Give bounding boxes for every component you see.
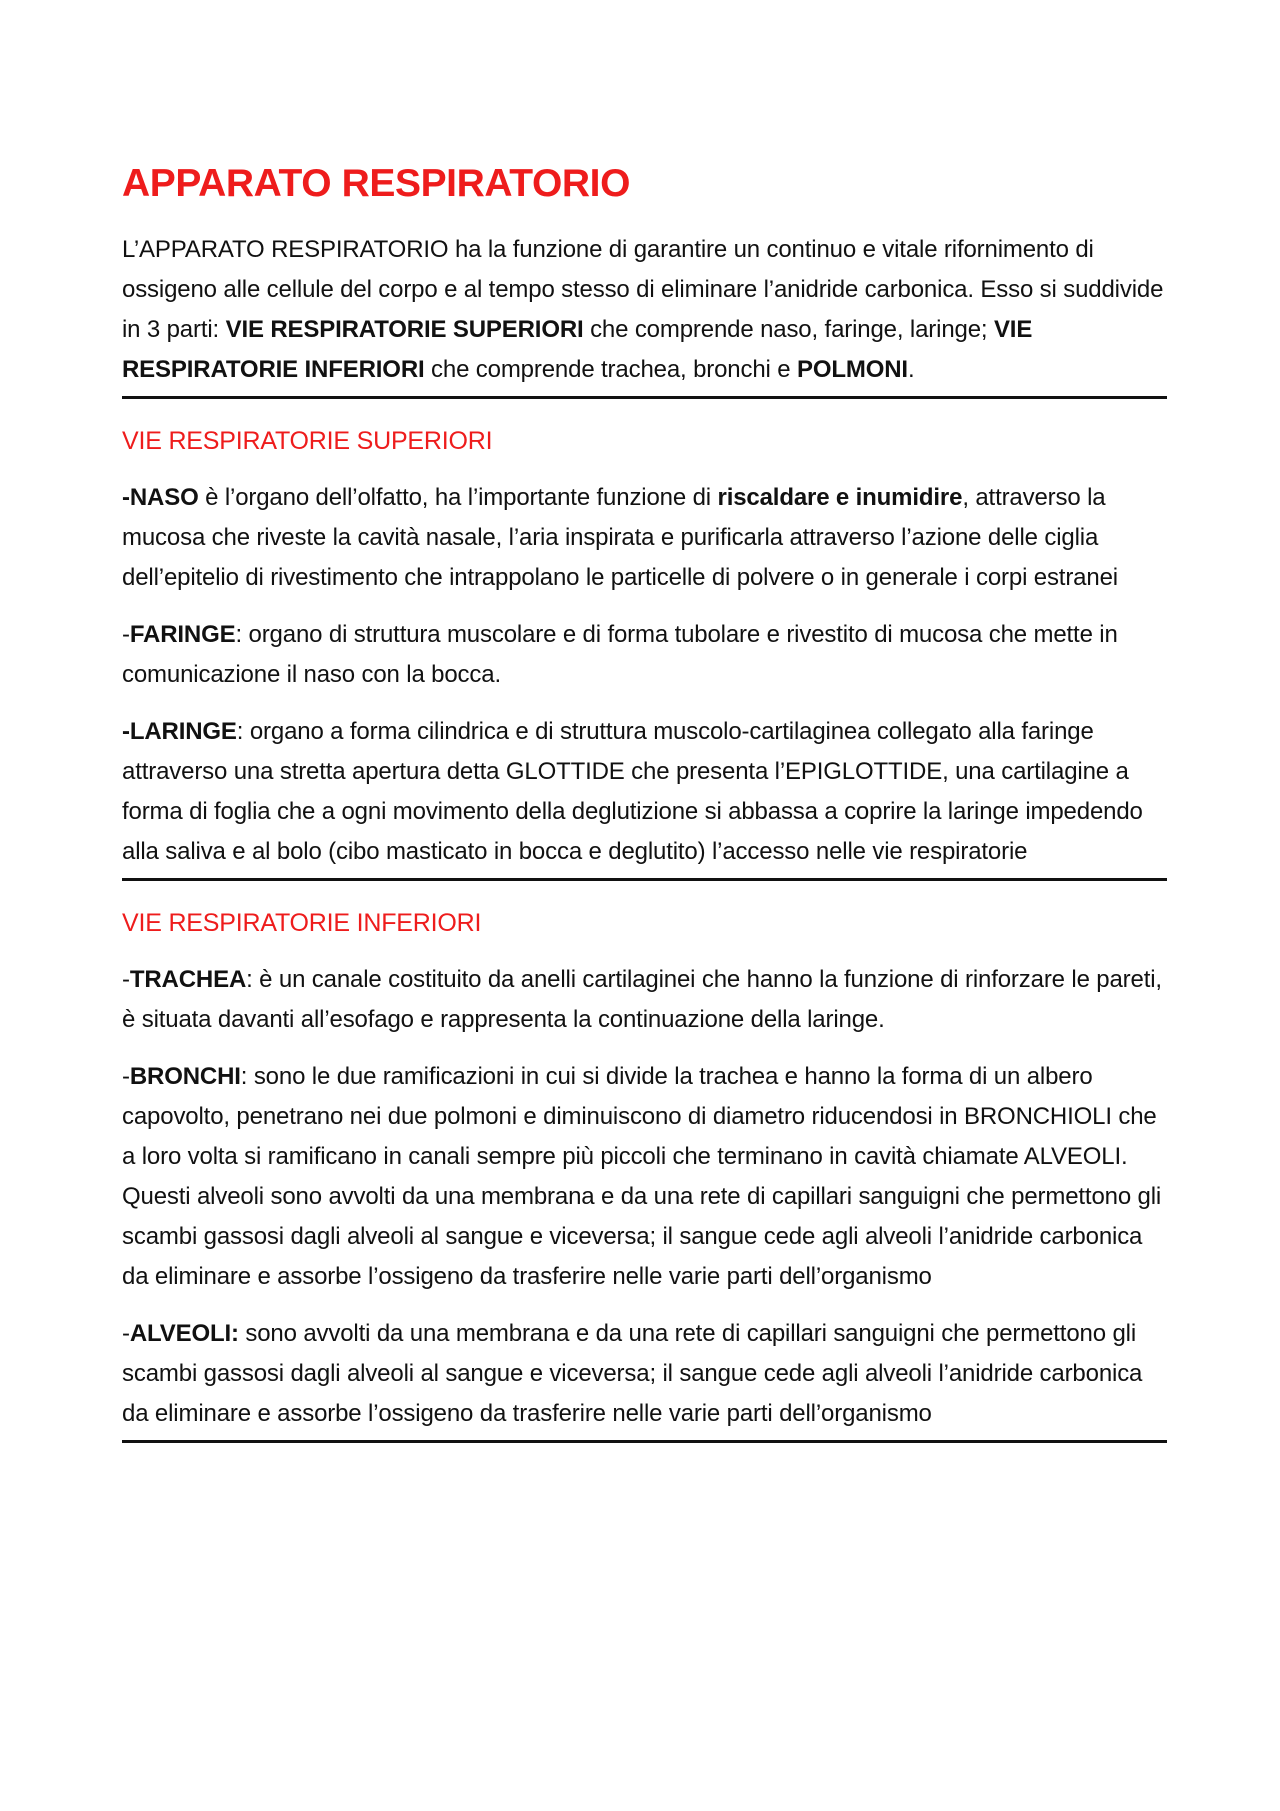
intro-text-4: . xyxy=(907,356,915,383)
laringe-text: : organo a forma cilindrica e di struttura muscolo-cartilaginea collegato alla faringe attraverso una stretta apertura detta GLOTTIDE che presenta l’EPIGLOTTIDE, una cartilagine a forma di foglia che a ogni movimento della deglutizione si abbassa a coprire la laringe impedendo alla saliva e al bolo (cibo masticato in bocca e deglutito) l’accesso nelle vie respiratorie xyxy=(122,718,1143,865)
laringe-paragraph xyxy=(122,712,1167,872)
intro-text-2: che comprende naso, faringe, laringe; xyxy=(583,316,994,343)
faringe-text: : organo di struttura muscolare e di forma tubolare e rivestito di mucosa che mette in comunicazione il naso con la bocca. xyxy=(122,621,1118,688)
trachea-text: : è un canale costituito da anelli cartilaginei che hanno la funzione di rinforzare le pareti, è situata davanti all’esofago e rappresenta la continuazione della laringe. xyxy=(122,966,1162,1033)
alveoli-term: ALVEOLI: xyxy=(129,1320,239,1347)
faringe-prefix: - xyxy=(122,621,130,648)
intro-bold-upper: VIE RESPIRATORIE SUPERIORI xyxy=(225,316,584,343)
naso-text-1: è l’organo dell’olfatto, ha l’importante funzione di xyxy=(198,484,718,511)
section-heading-lower: VIE RESPIRATORIE INFERIORI xyxy=(122,909,482,937)
naso-text-2: , attraverso la mucosa che riveste la cavità nasale, l’aria inspirata e purificarla attraverso l’azione delle ciglia dell’epitelio di rivestimento che intrappolano le particelle di polvere o in generale i corpi estranei xyxy=(122,484,1118,591)
document-title: APPARATO RESPIRATORIO xyxy=(122,162,631,205)
bronchi-paragraph xyxy=(122,1057,1167,1297)
divider-2 xyxy=(122,878,1167,881)
intro-text-3: che comprende trachea, bronchi e xyxy=(424,356,797,383)
trachea-term: TRACHEA xyxy=(129,966,247,993)
naso-paragraph xyxy=(122,478,1167,598)
divider-1 xyxy=(122,396,1167,399)
bronchi-text: : sono le due ramificazioni in cui si divide la trachea e hanno la forma di un albero capovolto, penetrano nei due polmoni e diminuiscono di diametro riducendosi in BRONCHIOLI che a loro volta si ramificano in canali sempre più piccoli che terminano in cavità chiamate ALVEOLI. Questi alveoli sono avvolti da una membrana e da una rete di capillari sanguigni che permettono gli scambi gassosi dagli alveoli al sangue e viceversa; il sangue cede agli alveoli l’anidride carbonica da eliminare e assorbe l’ossigeno da trasferire nelle varie parti dell’organismo xyxy=(122,1063,1162,1290)
intro-paragraph xyxy=(122,230,1167,390)
naso-term: -NASO xyxy=(122,484,199,511)
bronchi-prefix: - xyxy=(122,1063,130,1090)
intro-bold-lower: VIE RESPIRATORIE INFERIORI xyxy=(122,316,1033,383)
alveoli-prefix: - xyxy=(122,1320,130,1347)
laringe-term: -LARINGE xyxy=(122,718,237,745)
trachea-prefix: - xyxy=(122,966,130,993)
intro-bold-lungs: POLMONI xyxy=(796,356,908,383)
alveoli-text: sono avvolti da una membrana e da una rete di capillari sanguigni che permettono gli scambi gassosi dagli alveoli al sangue e viceversa; il sangue cede agli alveoli l’anidride carbonica da eliminare e assorbe l’ossigeno da trasferire nelle varie parti dell’organismo xyxy=(122,1320,1143,1427)
faringe-paragraph xyxy=(122,615,1167,695)
bronchi-term: BRONCHI xyxy=(129,1063,241,1090)
document-page xyxy=(122,152,1167,1443)
section-heading-upper: VIE RESPIRATORIE SUPERIORI xyxy=(122,427,493,455)
faringe-term: FARINGE xyxy=(129,621,236,648)
divider-3 xyxy=(122,1440,1167,1443)
intro-text-1: L’APPARATO RESPIRATORIO ha la funzione di garantire un continuo e vitale rifornimento di ossigeno alle cellule del corpo e al tempo stesso di eliminare l’anidride carbonica. Esso si suddivide in 3 parti: xyxy=(122,236,1164,343)
alveoli-paragraph xyxy=(122,1314,1167,1434)
trachea-paragraph xyxy=(122,960,1167,1040)
naso-bold-function: riscaldare e inumidire xyxy=(717,484,963,511)
